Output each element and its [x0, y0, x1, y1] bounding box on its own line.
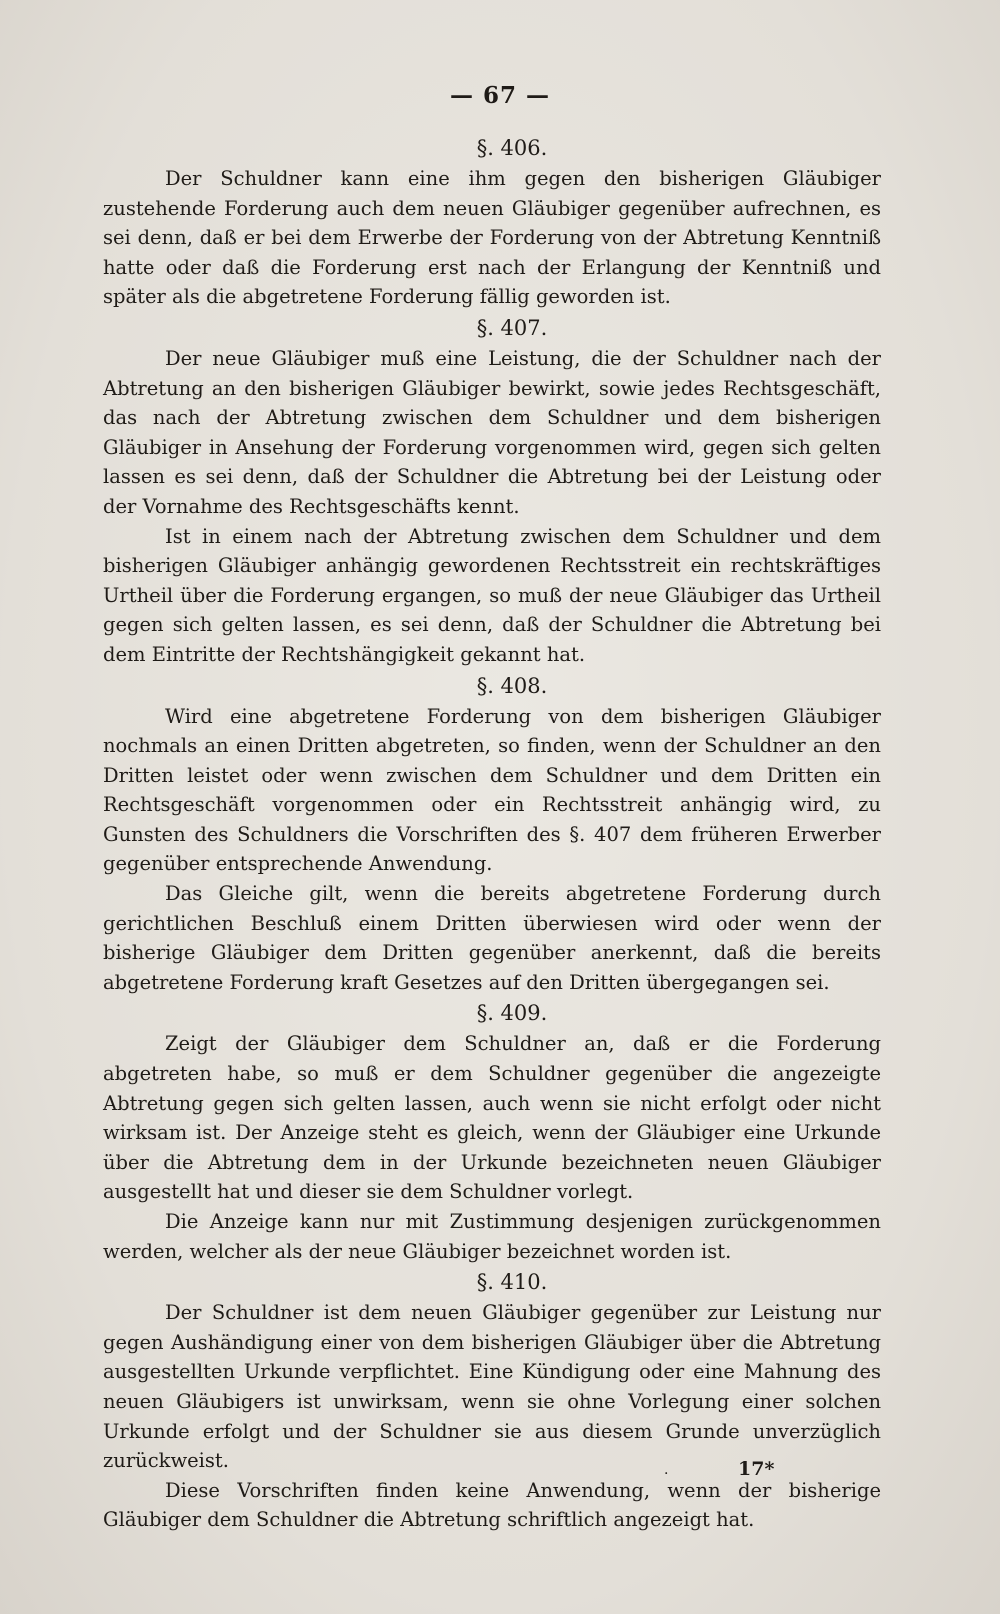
paragraph: Das Gleiche gilt, wenn die bereits abgetretene Forderung durch gerichtlichen Beschluß einem Dritten überwiesen wird oder wenn der bisherige Gläubiger dem Dritten gegenüber anerkennt, daß die bereits abgetretene Forderung kraft Gesetzes auf den Dritten übergegangen sei. — [103, 882, 881, 994]
section-heading: §. 406. — [476, 136, 548, 160]
section-heading: §. 409. — [476, 1001, 548, 1026]
paragraph: Wird eine abgetretene Forderung von dem bisherigen Gläubiger nochmals an einen Dritten abgetreten, so finden, wenn der Schuldner an den Dritten leistet oder wenn zwischen dem Schuldner und dem Dritten ein Rechtsgeschäft vorgenommen oder ein Rechtsstreit anhängig wird, zu Gunsten des Schuldners die Vorschriften des §. 407 dem früheren Erwerber gegenüber entsprechende Anwendung. — [103, 704, 881, 876]
section-heading: §. 410. — [476, 1270, 548, 1295]
section-410 — [103, 1266, 881, 1535]
stray-mark: · — [664, 1466, 669, 1482]
paragraph: Die Anzeige kann nur mit Zustimmung desjenigen zurückgenommen werden, welcher als der neue Gläubiger bezeichnet worden ist. — [103, 1210, 881, 1263]
section-408 — [103, 670, 881, 998]
paragraph: Diese Vorschriften finden keine Anwendung, wenn der bisherige Gläubiger dem Schuldner die Abtretung schriftlich angezeigt hat. — [103, 1478, 881, 1532]
body-text — [103, 132, 881, 1535]
paragraph: Der neue Gläubiger muß eine Leistung, die der Schuldner nach der Abtretung an den bisherigen Gläubiger bewirkt, sowie jedes Rechtsgeschäft, das nach der Abtretung zwischen dem Schuldner und dem bisherigen Gläubiger in Ansehung der Forderung vorgenommen wird, gegen sich gelten lassen es sei denn, daß der Schuldner die Abtretung bei der Leistung oder der Vornahme des Rechtsgeschäfts kennt. — [103, 346, 881, 518]
section-407 — [103, 312, 881, 670]
paragraph: Der Schuldner ist dem neuen Gläubiger gegenüber zur Leistung nur gegen Aushändigung einer von dem bisherigen Gläubiger über die Abtretung ausgestellten Urkunde verpflichtet. Eine Kündigung oder eine Mahnung des neuen Gläubigers ist unwirksam, wenn sie ohne Vorlegung einer solchen Urkunde erfolgt und der Schuldner sie aus diesem Grunde unverzüglich zurückweist. — [103, 1301, 881, 1473]
signature-mark: 17* — [738, 1458, 775, 1480]
section-409 — [103, 997, 881, 1266]
section-heading: §. 407. — [476, 315, 548, 340]
section-heading: §. 408. — [476, 673, 548, 698]
paragraph: Zeigt der Gläubiger dem Schuldner an, daß er die Forderung abgetreten habe, so muß er dem Schuldner gegenüber die angezeigte Abtretung gegen sich gelten lassen, auch wenn sie nicht erfolgt oder nicht wirksam ist. Der Anzeige steht es gleich, wenn der Gläubiger eine Urkunde über die Abtretung dem in der Urkunde bezeichneten neuen Gläubiger ausgestellt hat und dieser sie dem Schuldner vorlegt. — [103, 1032, 881, 1204]
page-number-header: — 67 — — [449, 82, 551, 109]
paragraph: Ist in einem nach der Abtretung zwischen dem Schuldner und dem bisherigen Gläubiger anhängig gewordenen Rechtsstreit ein rechtskräftiges Urtheil über die Forderung ergangen, so muß der neue Gläubiger das Urtheil gegen sich gelten lassen, es sei denn, daß der Schuldner die Abtretung bei dem Eintritte der Rechtshängigkeit gekannt hat. — [103, 524, 881, 666]
section-406 — [103, 132, 881, 312]
paragraph: Der Schuldner kann eine ihm gegen den bisherigen Gläubiger zustehende Forderung auch dem neuen Gläubiger gegenüber aufrechnen, es sei denn, daß er bei dem Erwerbe der Forderung von der Abtretung Kenntniß hatte oder daß die Forderung erst nach der Erlangung der Kenntniß und später als die abgetretene Forderung fällig geworden ist. — [103, 167, 881, 309]
